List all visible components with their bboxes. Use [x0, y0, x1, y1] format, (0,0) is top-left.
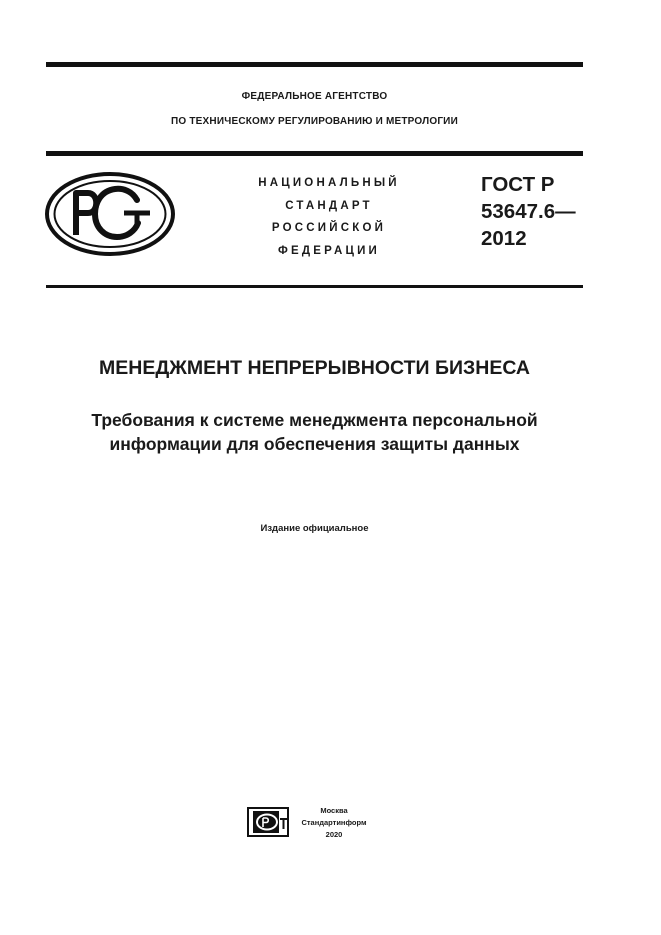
- designation-line-2: 53647.6—: [481, 200, 576, 223]
- national-standard-label: [238, 172, 420, 262]
- standartinform-logo-icon: [247, 807, 289, 837]
- standard-type-line-4: ФЕДЕРАЦИИ: [277, 244, 381, 257]
- subtitle-line-2: информации для обеспечения защиты данных: [109, 434, 520, 454]
- designation-line-3: 2012: [481, 227, 527, 250]
- document-title: МЕНЕДЖМЕНТ НЕПРЕРЫВНОСТИ БИЗНЕСА: [98, 357, 531, 379]
- rst-emblem-icon: [44, 171, 176, 257]
- header-rule: [46, 151, 583, 156]
- subtitle-line-1: Требования к системе менеджмента персональной: [91, 410, 538, 430]
- standard-type-line-3: РОССИЙСКОЙ: [271, 222, 387, 234]
- document-subtitle: [46, 408, 583, 456]
- standard-type-line-1: НАЦИОНАЛЬНЫЙ: [258, 177, 400, 189]
- standard-type-line-2: СТАНДАРТ: [285, 199, 373, 212]
- designation-rule: [46, 285, 583, 288]
- publisher-name: Стандартинформ: [301, 818, 367, 827]
- agency-line-1: ФЕДЕРАЛЬНОЕ АГЕНТСТВО: [241, 91, 388, 102]
- agency-line-2: ПО ТЕХНИЧЕСКОМУ РЕГУЛИРОВАНИЮ И МЕТРОЛОГИИ: [171, 116, 458, 127]
- edition-label: Издание официальное: [260, 523, 369, 534]
- publisher-city: Москва: [320, 806, 348, 815]
- top-rule: [46, 62, 583, 67]
- publisher-block: [296, 805, 372, 841]
- designation-line-1: ГОСТ Р: [481, 173, 555, 196]
- standard-designation: [481, 171, 576, 252]
- publisher-year: 2020: [325, 830, 343, 839]
